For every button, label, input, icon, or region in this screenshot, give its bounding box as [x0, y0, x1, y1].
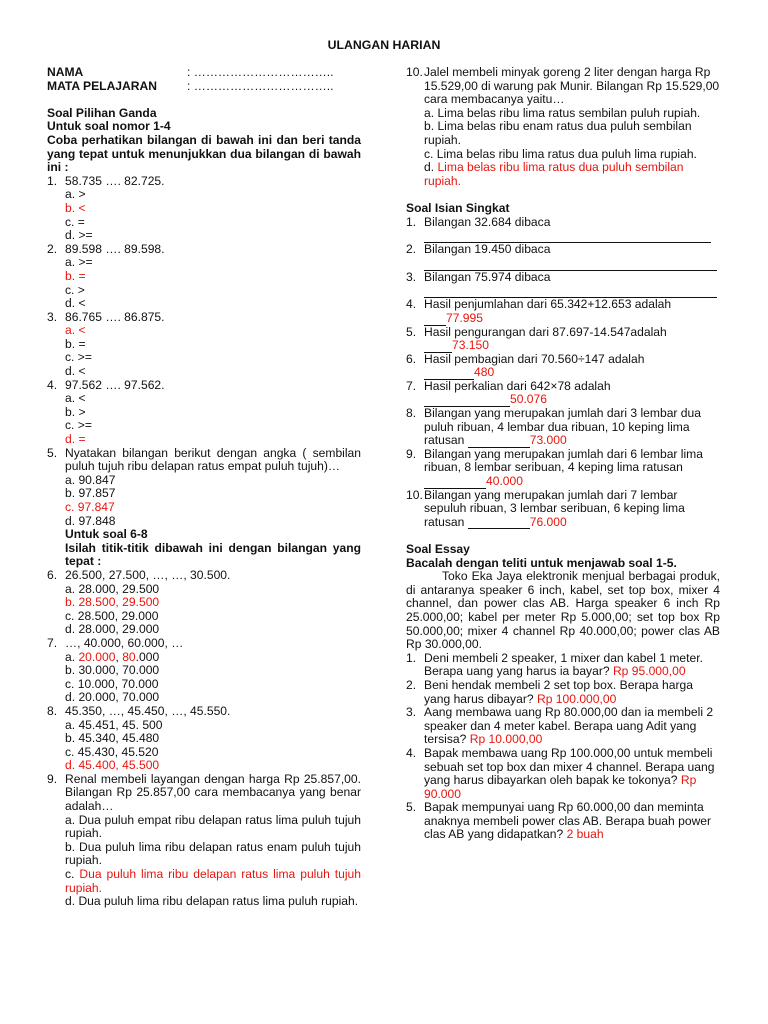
option-c: c. 45.430, 45.520: [65, 744, 159, 759]
question-text: Renal membeli layangan dengan harga Rp 25.857,00. Bilangan Rp 25.857,00 cara membacanya yang benar adalah…: [65, 771, 361, 814]
subheading-6-8: Untuk soal 6-8: [65, 527, 148, 542]
question-text: Hasil penjumlahan dari 65.342+12.653 adalah: [424, 297, 672, 312]
isian-3: 3. Bilangan 75.974 dibaca: [406, 271, 720, 299]
option-c: c. Lima belas ribu lima ratus dua puluh lima rupiah.: [424, 146, 697, 161]
isian-7: 7. Hasil perkalian dari 642×78 adalah 50.076: [406, 380, 720, 407]
question-text: 58.735 …. 82.725.: [65, 173, 165, 188]
question-text: 26.500, 27.500, …, …, 30.500.: [65, 567, 231, 582]
isian-10: 10. Bilangan yang merupakan jumlah dari 7 lembar sepuluh ribuan, 3 lembar seribuan, 6 keping lima ratusan 76.000: [406, 489, 720, 530]
question-5: [47, 447, 361, 529]
option-d: d. =: [65, 432, 86, 447]
option-d: d. >=: [65, 228, 93, 243]
answer: Rp 95.000,00: [612, 664, 686, 679]
question-text: Bilangan yang merupakan jumlah dari 6 lembar lima ribuan, 8 lembar seribuan, 4 keping lima ratusan 40.000: [424, 446, 703, 489]
question-text: Aang membawa uang Rp 80.000,00 dan ia membeli 2 speaker dan 4 meter kabel. Berapa uang Adit yang tersisa? Rp 10.000,00: [424, 705, 714, 747]
option-d: d. 97.848: [65, 513, 116, 528]
option-c: c. 10.000, 70.000: [65, 676, 159, 691]
option-b: b. >: [65, 404, 86, 419]
question-text: Bilangan 32.684 dibaca: [424, 214, 551, 229]
answer-line: [424, 229, 711, 243]
isian-5: 5. Hasil pengurangan dari 87.697-14.547adalah 73.150: [406, 326, 720, 353]
question-number: 4.: [47, 377, 58, 392]
option-d: d. Dua puluh lima ribu delapan ratus lima puluh rupiah.: [65, 894, 359, 909]
question-text: Beni hendak membeli 2 set top box. Berapa harga yang harus dibayar? Rp 100.000,00: [424, 677, 693, 706]
isian-8: 8. Bilangan yang merupakan jumlah dari 3 lembar dua puluh ribuan, 4 lembar dua ribuan, 10 keping lima ratusan 73.000: [406, 407, 720, 448]
question-number: 3.: [47, 309, 58, 324]
question-number: 9.: [47, 771, 58, 786]
question-number: 10.: [406, 65, 423, 79]
isian-2: 2. Bilangan 19.450 dibaca: [406, 243, 720, 271]
question-text: 86.765 …. 86.875.: [65, 309, 165, 324]
option-b: b. 45.340, 45.480: [65, 731, 160, 746]
question-number: 8.: [47, 703, 58, 718]
question-text: 45.350, …, 45.450, …, 45.550.: [65, 703, 231, 718]
section-heading-essay: Soal Essay: [406, 542, 470, 556]
question-9: [47, 773, 361, 909]
isian-4: 4. Hasil penjumlahan dari 65.342+12.653 adalah 77.995: [406, 298, 720, 325]
essay-1: 1. Deni membeli 2 speaker, 1 mixer dan kabel 1 meter. Berapa uang yang harus ia bayar? Rp 95.000,00: [406, 652, 720, 679]
option-d: d. 45.400, 45.500: [65, 758, 160, 773]
answer: 73.150: [452, 338, 489, 353]
answer-line: [424, 257, 717, 271]
question-text: Jalel membeli minyak goreng 2 liter dengan harga Rp 15.529,00 di warung pak Munir. Bilangan Rp 15.529,00 cara membacanya yaitu…: [424, 65, 720, 107]
question-6: [47, 569, 361, 637]
question-text: Bapak membawa uang Rp 100.000,00 untuk membeli sebuah set top box dan mixer 4 channel. Berapa uang yang harus dibayarkan oleh bapak ke tokonya? Rp 90.000: [424, 745, 715, 801]
question-3: [47, 311, 361, 379]
option-c: c. >=: [65, 350, 92, 365]
option-c: c. >=: [65, 418, 92, 433]
question-4: [47, 379, 361, 447]
answer: Rp 10.000,00: [469, 732, 543, 747]
option-a: a. <: [65, 323, 86, 338]
question-number: 2.: [47, 241, 58, 256]
question-number: 5.: [47, 445, 58, 460]
option-d: d. 28.000, 29.000: [65, 622, 160, 637]
name-row: [47, 66, 361, 80]
option-b: b. =: [65, 336, 86, 351]
answer-line: [424, 284, 717, 298]
essay-paragraph: Toko Eka Jaya elektronik menjual berbagai produk, di antaranya speaker 6 inch, kabel, set top box, mixer 4 channel, dan power clas AB. Harga speaker 6 inch Rp 25.000,00; kabel per meter Rp 5.000,00; set top box Rp 50.000,00; mixer 4 channel Rp 40.000,00; power clas AB Rp 30.000,00.: [406, 569, 720, 652]
question-10: [406, 66, 720, 188]
section-heading-isian: Soal Isian Singkat: [406, 200, 510, 215]
subject-row: [47, 80, 361, 94]
question-text: Deni membeli 2 speaker, 1 mixer dan kabel 1 meter. Berapa uang yang harus ia bayar? Rp 95.000,00: [424, 650, 703, 679]
option-a: a. >=: [65, 255, 93, 270]
essay-instruction: Bacalah dengan teliti untuk menjawab soal 1-5.: [406, 555, 677, 570]
subject-field: : ……………………………..: [187, 78, 334, 93]
essay-4: 4. Bapak membawa uang Rp 100.000,00 untuk membeli sebuah set top box dan mixer 4 channel. Berapa uang yang harus dibayarkan oleh bapak ke tokonya? Rp 90.000: [406, 747, 720, 801]
subject-label: MATA PELAJARAN: [47, 78, 157, 93]
question-text: Bapak mempunyai uang Rp 60.000,00 dan meminta anaknya membeli power clas AB. Berapa buah power clas AB yang didapatkan? 2 buah: [424, 800, 712, 842]
question-text: Bilangan 75.974 dibaca: [424, 269, 551, 284]
instruction-6-8: Isilah titik-titik dibawah ini dengan bilangan yang tepat :: [65, 540, 361, 569]
section-heading-pg: Soal Pilihan Ganda: [47, 105, 157, 120]
question-text: Hasil perkalian dari 642×78 adalah: [424, 378, 611, 393]
isian-9: 9. Bilangan yang merupakan jumlah dari 6 lembar lima ribuan, 8 lembar seribuan, 4 keping lima ratusan 40.000: [406, 448, 720, 489]
answer: 40.000: [486, 474, 523, 489]
answer: Rp 100.000,00: [536, 691, 617, 706]
right-column: [406, 66, 720, 842]
essay-3: 3. Aang membawa uang Rp 80.000,00 dan ia membeli 2 speaker dan 4 meter kabel. Berapa uang Adit yang tersisa? Rp 10.000,00: [406, 706, 720, 747]
option-a: a. Lima belas ribu lima ratus sembilan puluh rupiah.: [424, 105, 701, 120]
question-8: [47, 705, 361, 773]
option-d: d. 20.000, 70.000: [65, 690, 160, 705]
option-b: b. 28.500, 29.500: [65, 595, 160, 610]
option-b: b. Dua puluh lima ribu delapan ratus enam puluh tujuh rupiah.: [65, 839, 361, 868]
option-b: b. Lima belas ribu enam ratus dua puluh sembilan rupiah.: [424, 119, 692, 147]
option-c: c. Dua puluh lima ribu delapan ratus lima puluh tujuh rupiah.: [65, 867, 361, 895]
question-7: [47, 637, 361, 705]
question-text: Bilangan 19.450 dibaca: [424, 242, 551, 257]
question-text: 97.562 …. 97.562.: [65, 377, 165, 392]
question-2: [47, 243, 361, 311]
option-c: c. 97.847: [65, 500, 115, 514]
isian-6: 6. Hasil pembagian dari 70.560÷147 adalah 480: [406, 353, 720, 380]
option-d: d. Lima belas ribu lima ratus dua puluh sembilan rupiah.: [424, 160, 684, 188]
option-c: c. =: [65, 214, 85, 229]
isian-1: 1. Bilangan 32.684 dibaca: [406, 216, 720, 244]
question-text: …, 40.000, 60.000, …: [65, 635, 184, 650]
option-a: a. >: [65, 187, 86, 202]
option-a: a. <: [65, 391, 86, 406]
option-b: b. <: [65, 200, 86, 215]
question-number: 7.: [47, 635, 58, 650]
option-c: c. >: [65, 282, 85, 297]
option-d: d. <: [65, 364, 86, 379]
option-b: b. 97.857: [65, 486, 116, 501]
option-a: a. 90.847: [65, 472, 116, 487]
option-c: c. 28.500, 29.000: [65, 608, 159, 623]
question-text: Hasil pembagian dari 70.560÷147 adalah: [424, 351, 645, 366]
option-b: b. =: [65, 268, 86, 283]
question-text: 89.598 …. 89.598.: [65, 241, 165, 256]
answer: 50.076: [510, 392, 547, 407]
option-b: b. 30.000, 70.000: [65, 663, 160, 678]
answer: 2 buah: [566, 827, 604, 842]
page-title: ULANGAN HARIAN: [327, 38, 441, 52]
option-a: a. Dua puluh empat ribu delapan ratus lima puluh tujuh rupiah.: [65, 812, 361, 841]
question-text: Hasil pengurangan dari 87.697-14.547adalah: [424, 324, 667, 339]
question-text: Nyatakan bilangan berikut dengan angka ( sembilan puluh tujuh ribu delapan ratus empat puluh tujuh)…: [65, 445, 361, 474]
answer: 73.000: [529, 433, 567, 448]
name-field: : ……………………………..: [187, 65, 334, 79]
question-number: 1.: [47, 173, 58, 188]
question-number: 6.: [47, 567, 58, 582]
essay-5: 5. Bapak mempunyai uang Rp 60.000,00 dan meminta anaknya membeli power clas AB. Berapa buah power clas AB yang didapatkan? 2 buah: [406, 801, 720, 842]
question-text: Bilangan yang merupakan jumlah dari 3 lembar dua puluh ribuan, 4 lembar dua ribuan, 10 keping lima ratusan 73.000: [424, 406, 701, 448]
answer: Rp 90.000: [424, 773, 697, 801]
option-a: a. 28.000, 29.500: [65, 581, 160, 596]
question-text: Bilangan yang merupakan jumlah dari 7 lembar sepuluh ribuan, 3 lembar seribuan, 6 keping lima ratusan 76.000: [424, 487, 685, 529]
option-a: a. 20.000, 80.000: [65, 649, 160, 664]
option-d: d. <: [65, 296, 86, 311]
answer: 480: [474, 365, 495, 380]
name-label: NAMA: [47, 65, 84, 79]
option-a: a. 45.451, 45. 500: [65, 717, 163, 732]
instruction-1-4: Coba perhatikan bilangan di bawah ini dan beri tanda yang tepat untuk menunjukkan dua bilangan di bawah ini :: [47, 132, 361, 175]
question-1: [47, 175, 361, 243]
answer: 77.995: [446, 310, 483, 325]
subheading-1-4: Untuk soal nomor 1-4: [47, 119, 171, 134]
left-column: [47, 66, 361, 909]
essay-2: 2. Beni hendak membeli 2 set top box. Berapa harga yang harus dibayar? Rp 100.000,00: [406, 679, 720, 706]
answer: 76.000: [529, 514, 567, 529]
